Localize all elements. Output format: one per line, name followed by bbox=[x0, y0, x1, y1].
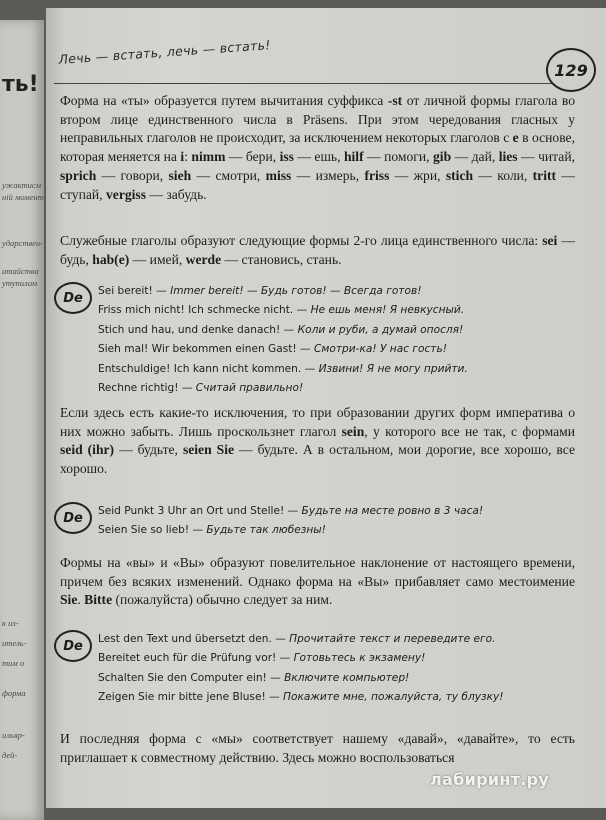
paragraph: И последняя форма с «мы» соответствует нашему «давай», «давайте», то есть приглашает к совместному действию. Здесь можно воспользоваться bbox=[60, 731, 575, 765]
example-translation: — Прочитайте текст и переведите его. bbox=[275, 633, 496, 645]
left-page-fragment: ужактисм bbox=[2, 180, 42, 190]
de-badge-icon: De bbox=[54, 502, 92, 534]
example-german: Bereitet euch für die Prüfung vor! bbox=[98, 652, 280, 665]
example-translation: — Извини! Я не могу прийти. bbox=[304, 362, 468, 375]
example-line bbox=[98, 379, 578, 398]
left-page-fragment: утупилом bbox=[2, 278, 38, 288]
header-rule bbox=[54, 83, 554, 84]
left-page-fragment: ударствен- bbox=[2, 238, 43, 248]
example-line bbox=[98, 688, 578, 707]
example-translation: — Покажите мне, пожалуйста, ту блузку! bbox=[269, 691, 504, 704]
left-page-fragment: к из- bbox=[2, 618, 19, 628]
example-german: Seid Punkt 3 Uhr an Ort und Stelle! bbox=[98, 505, 288, 517]
example-line bbox=[98, 630, 578, 649]
paragraph: Если здесь есть какие-то исключения, то при образовании других форм императива о них можно забыть. Лишь проскользнет глагол sein, у которого все не так, с формами seid (ihr) — будьте, seien Sie — будьте. А в остальном, мои дорогие, все хорошо, все хорошо. bbox=[60, 405, 576, 477]
example-german: Lest den Text und übersetzt den. bbox=[98, 633, 276, 645]
example-german: Rechne richtig! bbox=[98, 382, 182, 395]
example-line bbox=[98, 321, 578, 340]
left-page-fragment: атайства bbox=[2, 266, 39, 276]
example-translation: — Будьте на месте ровно в 3 часа! bbox=[287, 505, 484, 517]
example-line bbox=[98, 340, 578, 359]
example-german: Entschuldige! Ich kann nicht kommen. bbox=[98, 362, 305, 375]
example-translation: — Коли и руби, а думай опосля! bbox=[283, 323, 464, 336]
paragraph: Форма на «ты» образуется путем вычитания суффикса -st от личной формы глагола во втором лице единственного числа в Präsens. При этом чередования гласных у неправильных глаголов не происходит, за исключением некоторых глаголов с е в основе, которая меняется на i: nimm — бери, iss — ешь, hilf — помоги, gib — дай, lies — читай, sprich — говори, sieh — смотри, miss — измерь, friss — жри, stich — коли, tritt — ступай, vergiss — забудь. bbox=[60, 93, 575, 202]
example-german: Zeigen Sie mir bitte jene Bluse! bbox=[98, 691, 270, 704]
book-page bbox=[46, 8, 606, 808]
example-translation: — Готовьтесь к экзамену! bbox=[279, 652, 426, 665]
left-page-fragment: дей- bbox=[2, 750, 18, 760]
example-line bbox=[98, 360, 578, 379]
example-translation: — Будьте так любезны! bbox=[192, 524, 326, 537]
left-page-fragment: ильяр- bbox=[2, 730, 25, 740]
de-badge-icon: De bbox=[54, 630, 92, 662]
example-german: Sei bereit! bbox=[98, 285, 157, 297]
example-german: Seien Sie so lieb! bbox=[98, 524, 193, 537]
example-lines bbox=[98, 630, 578, 708]
left-page-edge bbox=[0, 20, 44, 820]
paragraph: Формы на «вы» и «Вы» образуют повелительное наклонение от настоящего времени, причем без всяких изменений. Однако форма на «Вы» прибавляет само местоимение Sie. Bitte (пожалуйста) обычно следует за ним. bbox=[60, 555, 575, 608]
example-lines bbox=[98, 282, 578, 398]
example-lines bbox=[98, 502, 578, 541]
example-german: Stich und hau, und denke danach! bbox=[98, 323, 284, 336]
paragraph: Служебные глаголы образуют следующие формы 2-го лица единственного числа: sei — будь, hab(e) — имей, werde — становись, стань. bbox=[60, 233, 576, 267]
left-page-fragment: форма bbox=[2, 688, 26, 698]
example-line bbox=[98, 649, 578, 668]
example-german: Schalten Sie den Computer ein! bbox=[98, 671, 271, 684]
example-line bbox=[98, 669, 578, 688]
left-page-fragment: ть! bbox=[2, 72, 39, 97]
example-line bbox=[98, 301, 578, 320]
example-translation: — Не ешь меня! Я невкусный. bbox=[296, 304, 465, 317]
watermark: лабиринт.ру bbox=[430, 770, 550, 789]
de-badge-icon: De bbox=[54, 282, 92, 314]
example-german: Sieh mal! Wir bekommen einen Gast! bbox=[98, 343, 301, 356]
example-line bbox=[98, 521, 578, 540]
example-german: Friss mich nicht! Ich schmecke nicht. bbox=[98, 304, 297, 317]
example-translation: — Считай правильно! bbox=[181, 382, 304, 395]
example-line bbox=[98, 502, 578, 521]
running-header: Лечь — встать, лечь — встать! bbox=[58, 37, 272, 67]
left-page-fragment: итель- bbox=[2, 638, 27, 648]
left-page-fragment: тим о bbox=[2, 658, 25, 668]
example-translation: — Включите компьютер! bbox=[270, 671, 410, 684]
page-number: 129 bbox=[546, 48, 596, 92]
left-page-fragment: ній момент bbox=[2, 192, 44, 202]
example-translation: — Смотри-ка! У нас гость! bbox=[300, 343, 447, 356]
example-line bbox=[98, 282, 578, 301]
example-translation: — Immer bereit! — Будь готов! — Всегда готов! bbox=[156, 285, 422, 297]
